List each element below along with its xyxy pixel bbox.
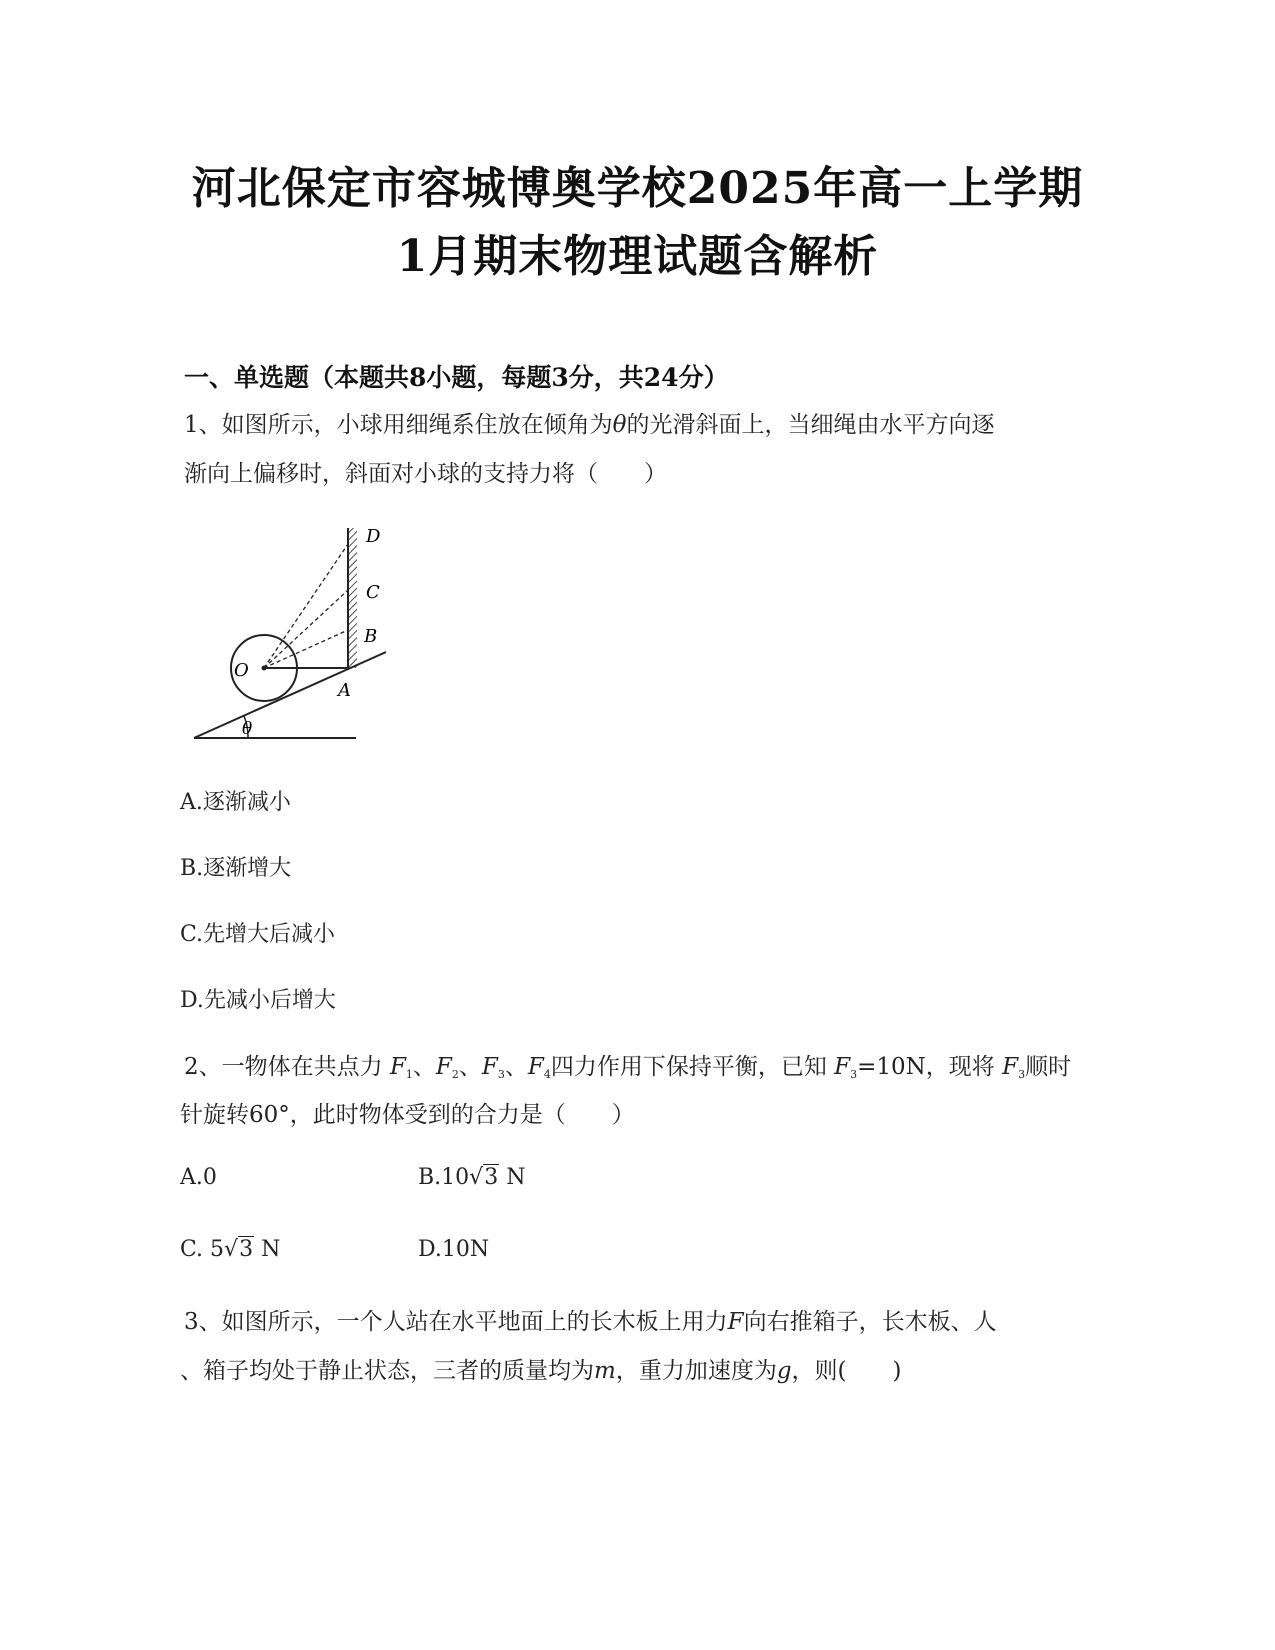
force-f1: $F_1$ xyxy=(389,1054,413,1081)
question-2-number: 2、 xyxy=(184,1054,222,1080)
sqrt-symbol: √3 xyxy=(469,1165,499,1190)
figure-label-a: A xyxy=(338,680,351,701)
separator: 、 xyxy=(458,1054,482,1080)
question-2-text-c: =10N，现将 xyxy=(857,1054,995,1080)
incline-figure xyxy=(184,520,404,750)
figure-label-c: C xyxy=(366,582,380,603)
wall-hatching xyxy=(348,528,357,668)
question-2-line1 xyxy=(184,1048,1071,1081)
question-1-text-b: 的光滑斜面上，当细绳由水平方向逐 xyxy=(626,412,995,438)
question-3-line2 xyxy=(180,1352,902,1385)
question-2-line2: 针旋转60°，此时物体受到的合力是（ ） xyxy=(180,1102,635,1128)
question-3-text-c: 、箱子均处于静止状态，三者的质量均为 xyxy=(180,1358,594,1384)
figure-label-o: O xyxy=(234,660,249,681)
question-2-option-c: C. 5√3 N xyxy=(180,1237,281,1262)
mass-m: m xyxy=(594,1358,616,1384)
question-1-option-b: B.逐渐增大 xyxy=(180,856,292,881)
question-3-text-e: ，则( ) xyxy=(791,1358,902,1384)
question-3-text-a: 如图所示，一个人站在水平地面上的长木板上用力 xyxy=(221,1309,728,1335)
question-3-text-b: 向右推箱子，长木板、人 xyxy=(743,1309,997,1335)
figure-label-d: D xyxy=(366,526,381,547)
sqrt-symbol: √3 xyxy=(224,1237,254,1262)
separator: 、 xyxy=(504,1054,528,1080)
question-2-text-b: 四力作用下保持平衡，已知 xyxy=(550,1054,827,1080)
figure-label-b: B xyxy=(364,626,378,647)
question-2-text-a: 一物体在共点力 xyxy=(221,1054,383,1080)
question-1-number: 1、 xyxy=(184,412,222,438)
force-f4: $F_4$ xyxy=(527,1054,551,1081)
question-1-option-d: D.先减小后增大 xyxy=(180,988,336,1013)
force-f3-given: $F_3$ xyxy=(834,1054,858,1081)
question-1-option-a: A.逐渐减小 xyxy=(180,790,291,815)
rope-dashed-c xyxy=(264,590,348,668)
separator: 、 xyxy=(412,1054,436,1080)
document-title-line2: 1月期末物理试题含解析 xyxy=(396,231,879,282)
force-f3: $F_3$ xyxy=(481,1054,505,1081)
question-3-number: 3、 xyxy=(184,1309,222,1335)
incline-surface xyxy=(194,652,386,738)
question-2-text-d: 顺时 xyxy=(1025,1054,1072,1080)
question-2-option-b: B.10√3 N xyxy=(418,1165,526,1190)
question-2-option-a: A.0 xyxy=(180,1165,217,1190)
figure-label-theta: θ xyxy=(242,719,253,739)
question-3-line1 xyxy=(184,1303,997,1336)
gravity-g: g xyxy=(776,1358,792,1384)
question-1-option-c: C.先增大后减小 xyxy=(180,922,336,947)
question-1-text-a: 如图所示，小球用细绳系住放在倾角为 xyxy=(221,412,613,438)
document-title-line1: 河北保定市容城博奥学校2025年高一上学期 xyxy=(191,163,1084,214)
question-2-option-d: D.10N xyxy=(418,1237,490,1262)
question-1-theta: θ xyxy=(612,412,627,438)
force-f2: $F_2$ xyxy=(435,1054,459,1081)
question-1-line2: 渐向上偏移时，斜面对小球的支持力将（ ） xyxy=(184,461,667,487)
force-f3-rotated: $F_3$ xyxy=(1002,1054,1026,1081)
question-1-line1 xyxy=(184,406,995,439)
question-3-text-d: ，重力加速度为 xyxy=(615,1358,777,1384)
section-heading: 一、单选题（本题共8小题，每题3分，共24分） xyxy=(184,363,729,392)
force-f: F xyxy=(727,1309,744,1335)
